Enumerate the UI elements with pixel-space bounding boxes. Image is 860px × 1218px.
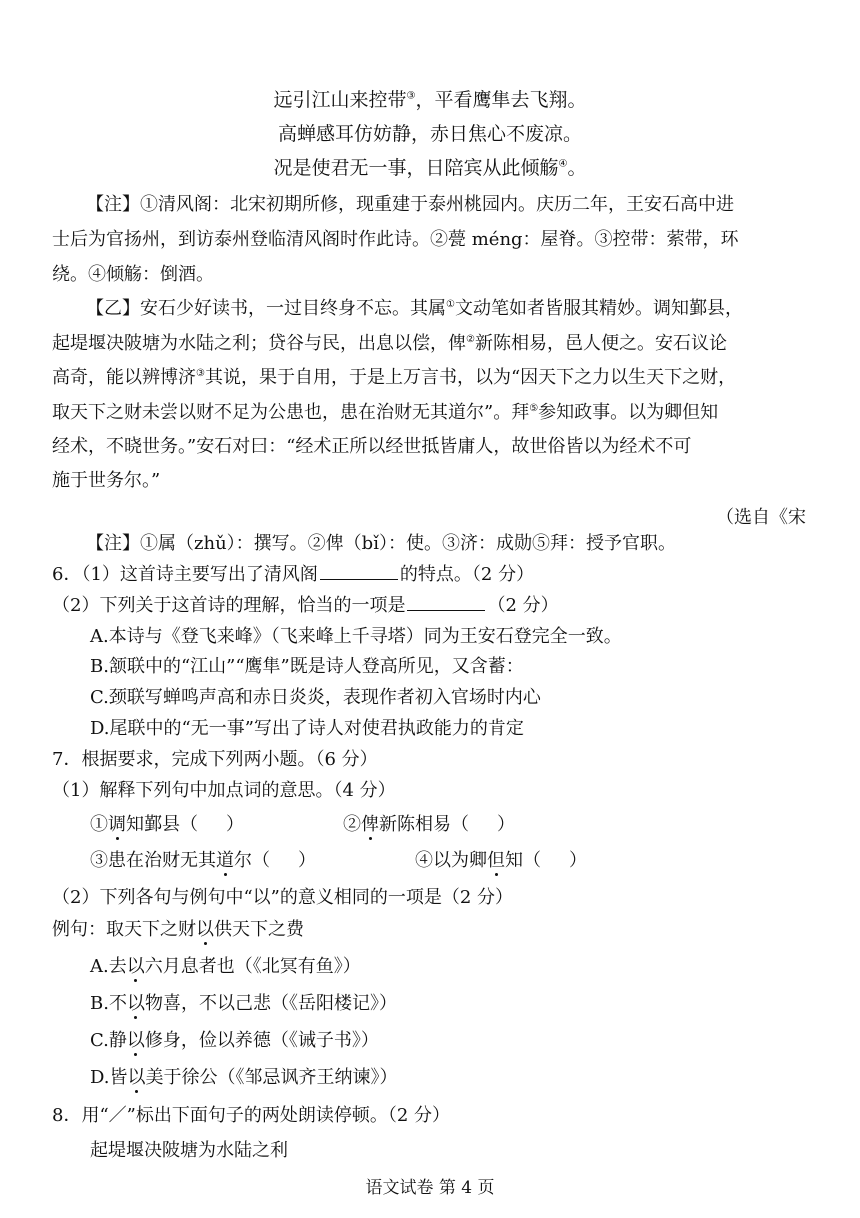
q6-option-c: C.颈联写蝉鸣声高和赤日炎炎，表现作者初入官场时内心 <box>90 687 541 708</box>
emphasis-dot-word: 道 <box>216 850 234 871</box>
source-citation: （选自《宋 <box>716 507 806 528</box>
q7-word-2: ②俾新陈相易（ ） <box>343 814 515 835</box>
q7-stem: 7．根据要求，完成下列两小题。（6 分） <box>52 749 378 770</box>
q6-answer-blank[interactable] <box>320 563 398 580</box>
q6-option-a: A.本诗与《登飞来峰》（飞来峰上千寻塔）同为王安石登完全一致。 <box>90 626 622 647</box>
yi-line-2: 起堤堰决陂塘为水陆之利；贷谷与民，出息以偿，俾②新陈相易，邑人便之。安石议论 <box>52 333 727 354</box>
q8-stem: 8．用“／”标出下面句子的两处朗读停顿。（2 分） <box>52 1105 451 1126</box>
q7-sub2: （2）下列各句与例句中“以”的意义相同的一项是（2 分） <box>52 887 514 908</box>
poem-line-2: 高蝉感耳仿妨静，赤日焦心不废凉。 <box>277 123 582 145</box>
q7-word-4: ④以为卿但知（ ） <box>415 850 587 871</box>
emphasis-dot-word: 调 <box>108 814 126 835</box>
q7-word-1: ①调知鄞县（ ） <box>90 814 244 835</box>
q6-option-b: B.颔联中的“江山”“鹰隼”既是诗人登高所见，又含蓄： <box>90 656 524 677</box>
emphasis-dot-word: 以 <box>126 1030 145 1051</box>
q7-option-b: B.不以物喜，不以己悲（《岳阳楼记》） <box>90 993 397 1014</box>
yi-line-5: 经术，不晓世务。”安石对曰：“经术正所以经世抵皆庸人，故世俗皆以为经术不可 <box>52 436 692 457</box>
poem-line-1: 远引江山来控带③，平看鹰隼去飞翔。 <box>273 89 587 111</box>
note1-line-1: 【注】①清风阁：北宋初期所修，现重建于泰州桃园内。庆历二年，王安石高中进 <box>86 194 734 215</box>
poem-line-3: 况是使君无一事，日陪宾从此倾觞④。 <box>273 157 587 179</box>
q8-sentence: 起堤堰决陂塘为水陆之利 <box>90 1140 288 1161</box>
emphasis-dot-word: 以 <box>126 956 145 977</box>
q7-option-c: C.静以修身，俭以养德（《诫子书》） <box>90 1030 379 1051</box>
q6-sub2: （2）下列关于这首诗的理解，恰当的一项是 （2 分） <box>52 595 559 616</box>
note1-line-3: 绕。④倾觞：倒酒。 <box>52 264 214 285</box>
emphasis-dot-word: 以 <box>196 919 214 940</box>
yi-line-4: 取天下之财未尝以财不足为公患也，患在治财无其道尔”。拜⑤参知政事。以为卿但知 <box>52 402 719 423</box>
q6-sub2-answer-blank[interactable] <box>407 594 485 611</box>
page-footer: 语文试卷 第 4 页 <box>365 1178 495 1198</box>
emphasis-dot-word: 以 <box>126 993 145 1014</box>
emphasis-dot-word: 以 <box>127 1067 146 1088</box>
q7-example: 例句：取天下之财以供天下之费 <box>52 919 304 940</box>
q7-word-3: ③患在治财无其道尔（ ） <box>90 850 316 871</box>
q7-sub1: （1）解释下列句中加点词的意思。（4 分） <box>52 780 396 801</box>
emphasis-dot-word: 俾 <box>361 814 379 835</box>
q6-option-d: D.尾联中的“无一事”写出了诗人对使君执政能力的肯定 <box>90 718 524 739</box>
q7-option-d: D.皆以美于徐公（《邹忌讽齐王纳谏》） <box>90 1067 398 1088</box>
yi-line-3: 高奇，能以辨博济③其说，果于自用，于是上万言书，以为“因天下之力以生天下之财， <box>52 367 737 388</box>
q7-option-a: A.去以六月息者也（《北冥有鱼》） <box>90 956 361 977</box>
yi-line-1: 【乙】安石少好读书，一过目终身不忘。其属①文动笔如者皆服其精妙。调知鄞县， <box>86 298 743 319</box>
note2: 【注】①属（zhǔ）：撰写。②俾（bǐ）：使。③济：成勋⑤拜：授予官职。 <box>86 533 676 554</box>
q6-stem: 6．（1）这首诗主要写出了清风阁 的特点。（2 分） <box>52 564 535 585</box>
yi-line-6: 施于世务尔。” <box>52 470 161 491</box>
emphasis-dot-word: 但 <box>487 850 505 871</box>
note1-line-2: 士后为官扬州，到访泰州登临清风阁时作此诗。②甍 méng：屋脊。③控带：萦带，环 <box>52 229 739 250</box>
